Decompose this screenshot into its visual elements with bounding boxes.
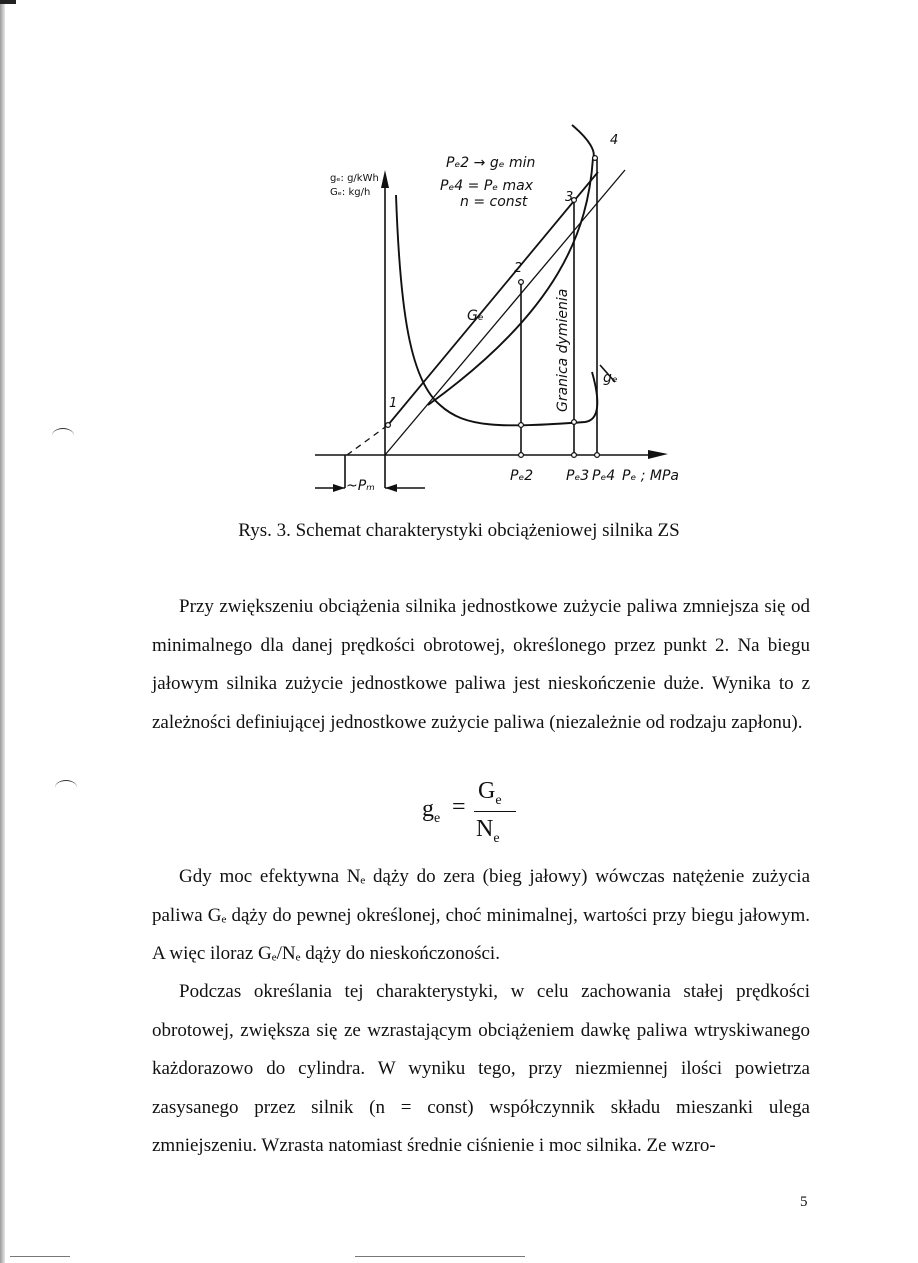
formula-den-symbol: N: [476, 816, 494, 842]
label-point-4: 4: [610, 133, 619, 148]
reference-line: [385, 170, 625, 455]
paragraph-1: [152, 588, 810, 742]
label-point-1: 1: [389, 396, 398, 411]
scan-mark-2: [55, 780, 77, 795]
scan-bottom-line-left: [10, 1256, 70, 1257]
label-point-2: 2: [514, 261, 523, 276]
pm-arrow-left-head: [333, 484, 345, 492]
x-tick-pe4: [595, 453, 600, 458]
label-pe2: Pₑ2: [510, 468, 534, 484]
label-x-axis: Pₑ ; MPa: [622, 468, 679, 484]
label-pe4: Pₑ4: [592, 468, 616, 484]
formula-lhs-symbol: g: [422, 796, 434, 822]
paragraph-2: [152, 858, 810, 974]
scan-bottom-line-center: [355, 1256, 525, 1257]
formula-lhs-sub: e: [434, 810, 441, 826]
label-Ge: Gₑ: [467, 308, 484, 324]
label-ge: gₑ: [603, 370, 618, 386]
formula-ge: [418, 778, 538, 848]
x-tick-pe2: [519, 453, 524, 458]
paragraph-2-text: Gdy moc efektywna Nₑ dąży do zera (bieg jałowy) wówczas natężenie zużycia paliwa Gₑ dąży do pewnej określonej, choć minimalnej, wartości przy biegu jałowym. A więc iloraz Gₑ/Nₑ dąży do nieskończoności.: [152, 866, 810, 964]
label-pm: ~Pₘ: [346, 478, 375, 494]
figure-caption: Rys. 3. Schemat charakterystyki obciążeniowej silnika ZS: [238, 520, 680, 541]
formula-lhs: [422, 796, 440, 827]
label-pe3: Pₑ3: [566, 468, 590, 484]
y-axis-label-ge: gₑ: g/kWh: [330, 173, 379, 184]
x-tick-pe3: [572, 453, 577, 458]
label-point-3: 3: [565, 190, 574, 205]
page-number: 5: [800, 1194, 808, 1210]
y-axis-arrow: [381, 170, 389, 188]
paragraph-3-text: Podczas określania tej charakterystyki, w celu zachowania stałej prędkości obrotowej, zwiększa się ze wzrastającym obciążeniem dawkę paliwa wtryskiwanego każdorazowo do cylindra. W wyniku tego, przy niezmiennej ilości powietrza zasysanego przez silnik (n = const) współczynnik składu mieszanki ulega zmniejszeniu. Wzrasta natomiast średnie ciśnienie i moc silnika. Ze wzro-: [152, 981, 810, 1156]
scan-mark-1: [52, 428, 74, 443]
formula-num-symbol: G: [478, 778, 496, 804]
formula-equals: =: [452, 794, 466, 820]
formula-denominator: [476, 816, 500, 847]
formula-num-sub: e: [495, 792, 502, 808]
x-axis-arrow: [648, 450, 668, 459]
scan-corner-mark: [0, 0, 16, 4]
point-1-marker: [386, 423, 391, 428]
label-smoke-limit: Granica dymienia: [555, 288, 571, 412]
pm-arrow-right-head: [385, 484, 397, 492]
formula-den-sub: e: [493, 830, 500, 846]
point-3-base: [572, 420, 577, 425]
y-axis-label-Ge: Gₑ: kg/h: [330, 187, 371, 198]
point-2-marker: [519, 280, 524, 285]
scan-edge: [0, 0, 5, 1263]
paragraph-3: [152, 973, 810, 1166]
paragraph-1-text: Przy zwiększeniu obciążenia silnika jednostkowe zużycie paliwa zmniejsza się od minimalnego dla danej prędkości obrotowej, określonego przez punkt 2. Na biegu jałowym silnika zużycie jednostkowe paliwa jest nieskończenie duże. Wynika to z zależności definiującej jednostkowe zużycie paliwa (niezależnie od rodzaju zapłonu).: [152, 596, 810, 733]
condition-pe4: Pₑ4 = Pₑ max: [440, 178, 534, 194]
condition-n: n = const: [460, 194, 528, 210]
point-4-marker: [593, 156, 598, 161]
fraction-bar: [474, 811, 516, 812]
load-characteristic-figure: [300, 110, 720, 500]
formula-numerator: [478, 778, 502, 809]
ge-extrapolation: [347, 425, 388, 455]
condition-pe2: Pₑ2 → gₑ min: [446, 155, 536, 171]
point-2-base: [519, 423, 524, 428]
